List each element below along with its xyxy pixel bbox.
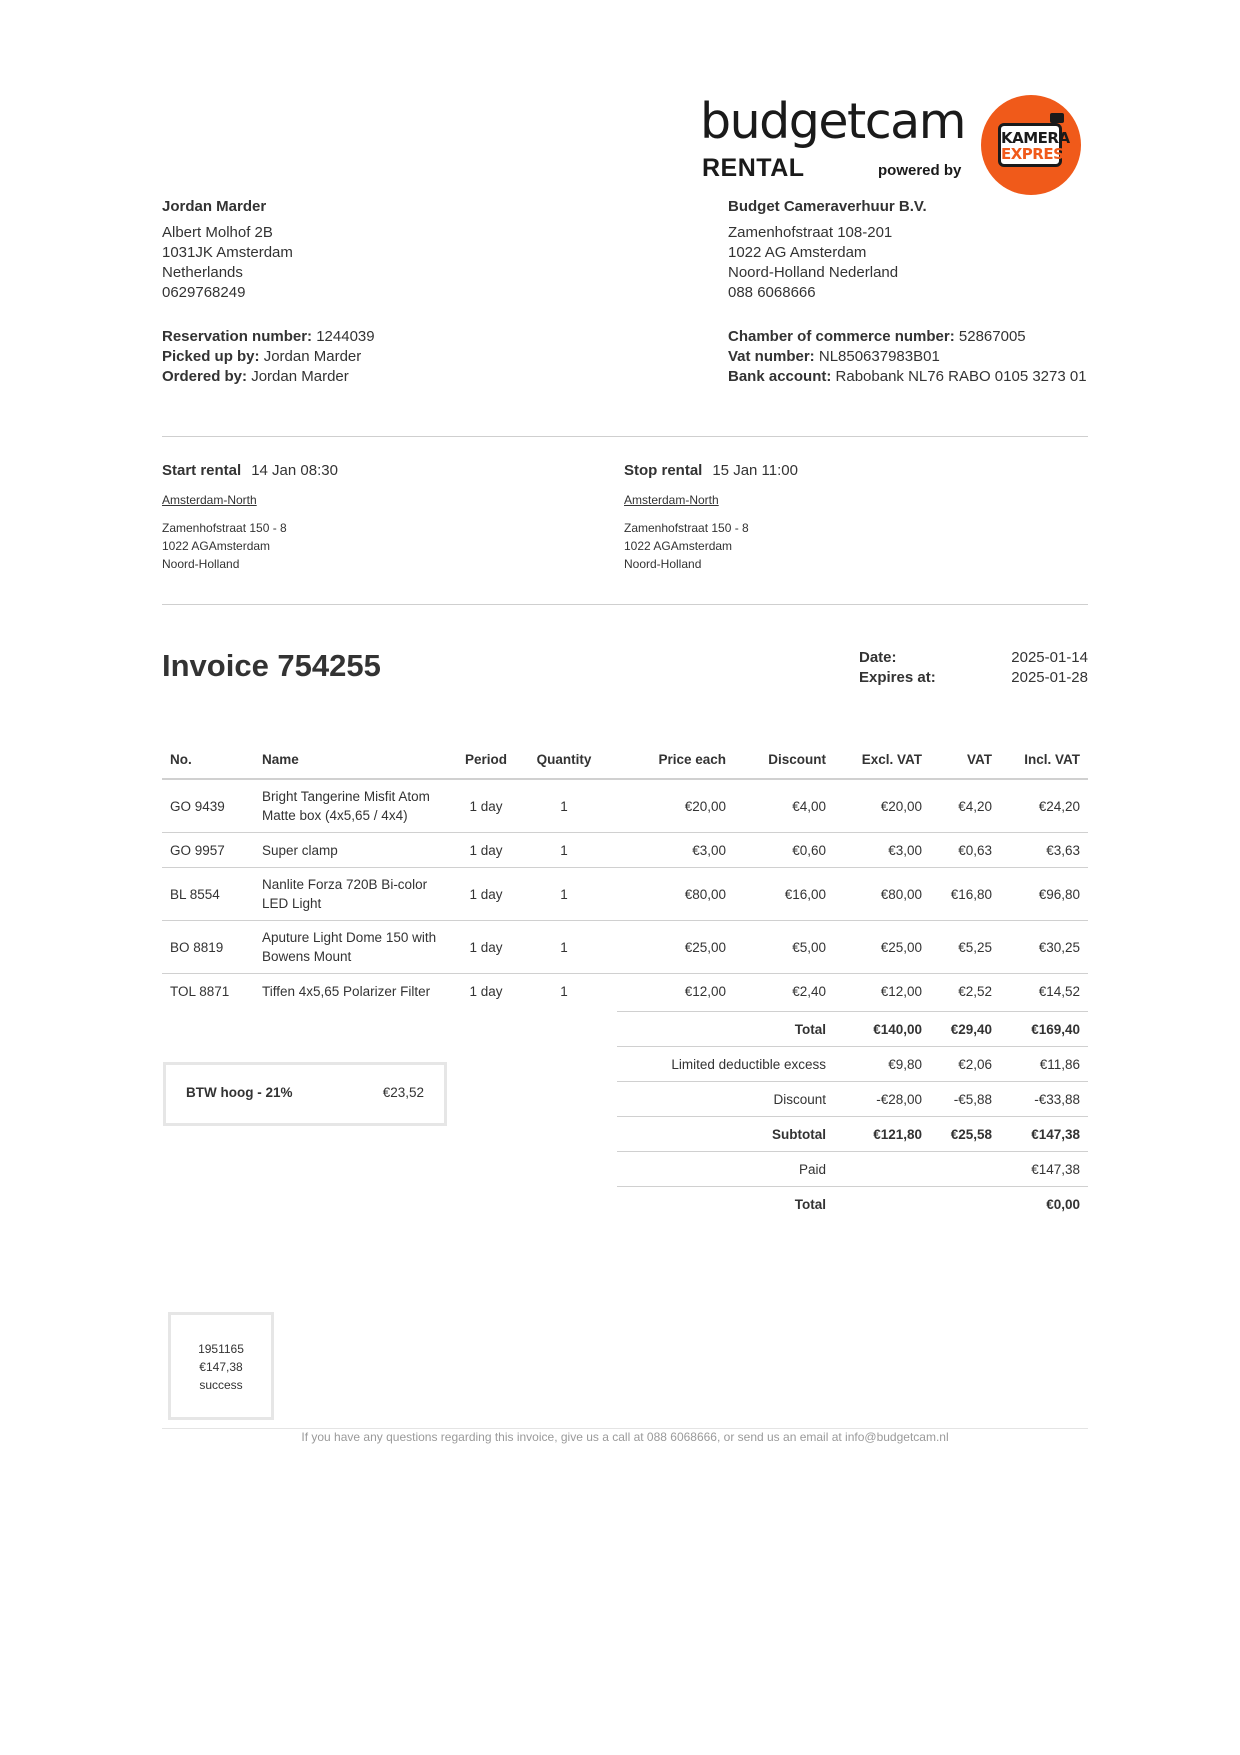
totals-vat xyxy=(930,1187,1000,1222)
col-header-name: Name xyxy=(254,740,454,779)
kamera-express-badge-icon xyxy=(981,95,1081,195)
cell-excl-vat: €12,00 xyxy=(880,983,922,999)
budgetcam-logo xyxy=(700,92,1090,202)
vat-rate-value: €23,52 xyxy=(382,1085,424,1100)
cell-incl-vat: €96,80 xyxy=(1000,868,1088,921)
cell-excl-vat: €80,00 xyxy=(834,868,930,921)
start-addr-street: Zamenhofstraat 150 - 8 xyxy=(162,521,287,535)
coc-number: 52867005 xyxy=(958,328,1026,345)
cell-name: Tiffen 4x5,65 Polarizer Filter xyxy=(262,983,431,999)
table-row xyxy=(162,974,1088,1009)
stop-addr-street: Zamenhofstraat 150 - 8 xyxy=(624,521,749,535)
cell-price: €80,00 xyxy=(610,868,734,921)
start-rental-time: 14 Jan 08:30 xyxy=(251,462,338,479)
totals-excl: -€28,00 xyxy=(834,1082,930,1117)
items-table xyxy=(162,740,1088,1008)
totals-label: Paid xyxy=(617,1152,834,1187)
start-rental xyxy=(162,462,338,573)
totals-label: Total xyxy=(617,1012,834,1047)
cell-vat: €0,63 xyxy=(930,833,1000,868)
cell-no: GO 9439 xyxy=(162,779,254,833)
divider xyxy=(162,604,1088,605)
camera-body xyxy=(998,123,1074,167)
cell-vat: €16,80 xyxy=(930,868,1000,921)
logo-rental-text: RENTAL xyxy=(702,154,805,182)
col-header-quantity: Quantity xyxy=(518,740,610,779)
footer-divider xyxy=(162,1428,1088,1429)
vat-number: NL850637983B01 xyxy=(818,348,940,365)
cell-incl-vat: €3,63 xyxy=(1000,833,1088,868)
date-label: Date: xyxy=(859,649,897,666)
cell-period: 1 day xyxy=(469,983,503,999)
company-street: Zamenhofstraat 108-201 xyxy=(728,224,893,241)
cell-price: €20,00 xyxy=(610,779,734,833)
payment-id: 1951165 xyxy=(198,1342,244,1356)
cell-incl-vat: €24,20 xyxy=(1000,779,1088,833)
company-city: 1022 AG Amsterdam xyxy=(728,244,867,261)
cell-incl-vat: €14,52 xyxy=(1038,983,1080,999)
col-header-price: Price each xyxy=(610,740,734,779)
table-row xyxy=(162,779,1088,833)
bank-account: Rabobank NL76 RABO 0105 3273 01 xyxy=(835,368,1087,385)
divider xyxy=(162,436,1088,437)
bank-account-label: Bank account: xyxy=(728,368,832,385)
reservation-number-label: Reservation number: xyxy=(162,328,313,345)
stop-rental xyxy=(624,462,798,573)
customer-address xyxy=(162,197,293,303)
customer-street: Albert Molhof 2B xyxy=(162,224,273,241)
totals-vat: -€5,88 xyxy=(930,1082,1000,1117)
totals-excl: €140,00 xyxy=(834,1012,930,1047)
col-header-period: Period xyxy=(454,740,518,779)
totals-table xyxy=(617,1011,1088,1221)
vat-summary-box xyxy=(163,1062,447,1126)
invoice-date-values xyxy=(960,648,1088,688)
camera-bump xyxy=(1050,113,1064,123)
cell-quantity: 1 xyxy=(518,921,610,974)
company-region: Noord-Holland Nederland xyxy=(728,264,899,281)
stop-rental-label: Stop rental xyxy=(624,462,703,479)
col-header-vat: VAT xyxy=(930,740,1000,779)
cell-quantity: 1 xyxy=(560,983,568,999)
ordered-label: Ordered by: xyxy=(162,368,248,385)
table-row xyxy=(162,921,1088,974)
stop-location-link[interactable]: Amsterdam-North xyxy=(624,493,719,507)
payment-box xyxy=(168,1312,274,1420)
col-header-incl-vat: Incl. VAT xyxy=(1000,740,1088,779)
table-row xyxy=(162,868,1088,921)
cell-no: BO 8819 xyxy=(162,921,254,974)
totals-vat: €29,40 xyxy=(930,1012,1000,1047)
cell-quantity: 1 xyxy=(518,779,610,833)
reservation-info xyxy=(162,327,375,387)
cell-incl-vat: €30,25 xyxy=(1000,921,1088,974)
totals-excl: €9,80 xyxy=(834,1047,930,1082)
vat-rate-label: BTW hoog - 21% xyxy=(186,1085,293,1100)
cell-name: Aputure Light Dome 150 with Bowens Mount xyxy=(254,921,454,974)
reservation-number: 1244039 xyxy=(316,328,375,345)
invoice-title: Invoice 754255 xyxy=(162,648,381,683)
totals-vat: €2,06 xyxy=(930,1047,1000,1082)
cell-vat: €4,20 xyxy=(930,779,1000,833)
company-name: Budget Cameraverhuur B.V. xyxy=(728,198,927,215)
invoice-date: 2025-01-14 xyxy=(1011,649,1088,666)
totals-label: Discount xyxy=(617,1082,834,1117)
picked-up-by: Jordan Marder xyxy=(263,348,362,365)
cell-quantity: 1 xyxy=(518,833,610,868)
badge-line2: EXPRESS xyxy=(1001,145,1074,163)
totals-excl xyxy=(834,1187,930,1222)
start-addr-city: 1022 AGAmsterdam xyxy=(162,539,271,553)
totals-row xyxy=(617,1187,1088,1222)
footer-text: If you have any questions regarding this invoice, give us a call at 088 6068666, or send us an email at info@budgetcam.nl xyxy=(301,1430,949,1444)
customer-name: Jordan Marder xyxy=(162,198,267,215)
totals-row xyxy=(617,1152,1088,1187)
cell-price: €3,00 xyxy=(610,833,734,868)
cell-name: Nanlite Forza 720B Bi-color LED Light xyxy=(254,868,454,921)
totals-excl: €121,80 xyxy=(834,1117,930,1152)
totals-label: Limited deductible excess xyxy=(617,1047,834,1082)
totals-label: Subtotal xyxy=(617,1117,834,1152)
cell-price: €25,00 xyxy=(610,921,734,974)
payment-status: success xyxy=(199,1378,243,1392)
cell-no: TOL 8871 xyxy=(170,983,230,999)
totals-row xyxy=(617,1082,1088,1117)
payment-amount: €147,38 xyxy=(199,1360,243,1374)
table-header-row xyxy=(162,740,1088,779)
cell-no: GO 9957 xyxy=(162,833,254,868)
invoice-expires: 2025-01-28 xyxy=(1011,669,1088,686)
invoice-date-labels xyxy=(859,648,936,688)
customer-phone: 0629768249 xyxy=(162,284,246,301)
start-rental-label: Start rental xyxy=(162,462,242,479)
cell-price: €12,00 xyxy=(684,983,726,999)
cell-vat: €5,25 xyxy=(930,921,1000,974)
cell-period: 1 day xyxy=(454,921,518,974)
totals-excl xyxy=(834,1152,930,1187)
coc-label: Chamber of commerce number: xyxy=(728,328,955,345)
logo-powered-by: powered by xyxy=(878,162,962,179)
cell-no: BL 8554 xyxy=(162,868,254,921)
stop-addr-region: Noord-Holland xyxy=(624,557,702,571)
cell-discount: €16,00 xyxy=(734,868,834,921)
cell-period: 1 day xyxy=(454,779,518,833)
start-addr-region: Noord-Holland xyxy=(162,557,240,571)
totals-row xyxy=(617,1012,1088,1047)
cell-vat: €2,52 xyxy=(958,983,992,999)
customer-country: Netherlands xyxy=(162,264,243,281)
col-header-discount: Discount xyxy=(734,740,834,779)
cell-discount: €4,00 xyxy=(734,779,834,833)
company-address xyxy=(728,197,927,303)
badge-line1: KAMERA xyxy=(1001,129,1070,147)
totals-incl: €147,38 xyxy=(1000,1117,1088,1152)
cell-discount: €5,00 xyxy=(734,921,834,974)
totals-incl: €0,00 xyxy=(1000,1187,1088,1222)
cell-period: 1 day xyxy=(454,868,518,921)
cell-name: Bright Tangerine Misfit Atom Matte box (4x5,65 / 4x4) xyxy=(254,779,454,833)
company-registration xyxy=(728,327,1088,387)
cell-name: Super clamp xyxy=(254,833,454,868)
totals-row xyxy=(617,1117,1088,1152)
totals-vat xyxy=(930,1152,1000,1187)
cell-excl-vat: €3,00 xyxy=(834,833,930,868)
logo-wordmark: budgetcam xyxy=(700,93,965,150)
stop-addr-city: 1022 AGAmsterdam xyxy=(624,539,733,553)
table-row xyxy=(162,833,1088,868)
ordered-by: Jordan Marder xyxy=(251,368,349,385)
picked-up-label: Picked up by: xyxy=(162,348,260,365)
cell-excl-vat: €20,00 xyxy=(834,779,930,833)
cell-period: 1 day xyxy=(454,833,518,868)
start-location-link[interactable]: Amsterdam-North xyxy=(162,493,257,507)
cell-discount: €2,40 xyxy=(792,983,826,999)
totals-incl: €169,40 xyxy=(1000,1012,1088,1047)
company-phone: 088 6068666 xyxy=(728,284,816,301)
stop-rental-time: 15 Jan 11:00 xyxy=(712,462,798,479)
cell-excl-vat: €25,00 xyxy=(834,921,930,974)
customer-city: 1031JK Amsterdam xyxy=(162,244,293,261)
totals-incl: €147,38 xyxy=(1000,1152,1088,1187)
totals-row xyxy=(617,1047,1088,1082)
col-header-no: No. xyxy=(162,740,254,779)
vat-number-label: Vat number: xyxy=(728,348,815,365)
totals-incl: €11,86 xyxy=(1000,1047,1088,1082)
col-header-excl-vat: Excl. VAT xyxy=(834,740,930,779)
cell-quantity: 1 xyxy=(518,868,610,921)
totals-label: Total xyxy=(617,1187,834,1222)
expires-label: Expires at: xyxy=(859,669,936,686)
totals-incl: -€33,88 xyxy=(1000,1082,1088,1117)
totals-vat: €25,58 xyxy=(930,1117,1000,1152)
cell-discount: €0,60 xyxy=(734,833,834,868)
